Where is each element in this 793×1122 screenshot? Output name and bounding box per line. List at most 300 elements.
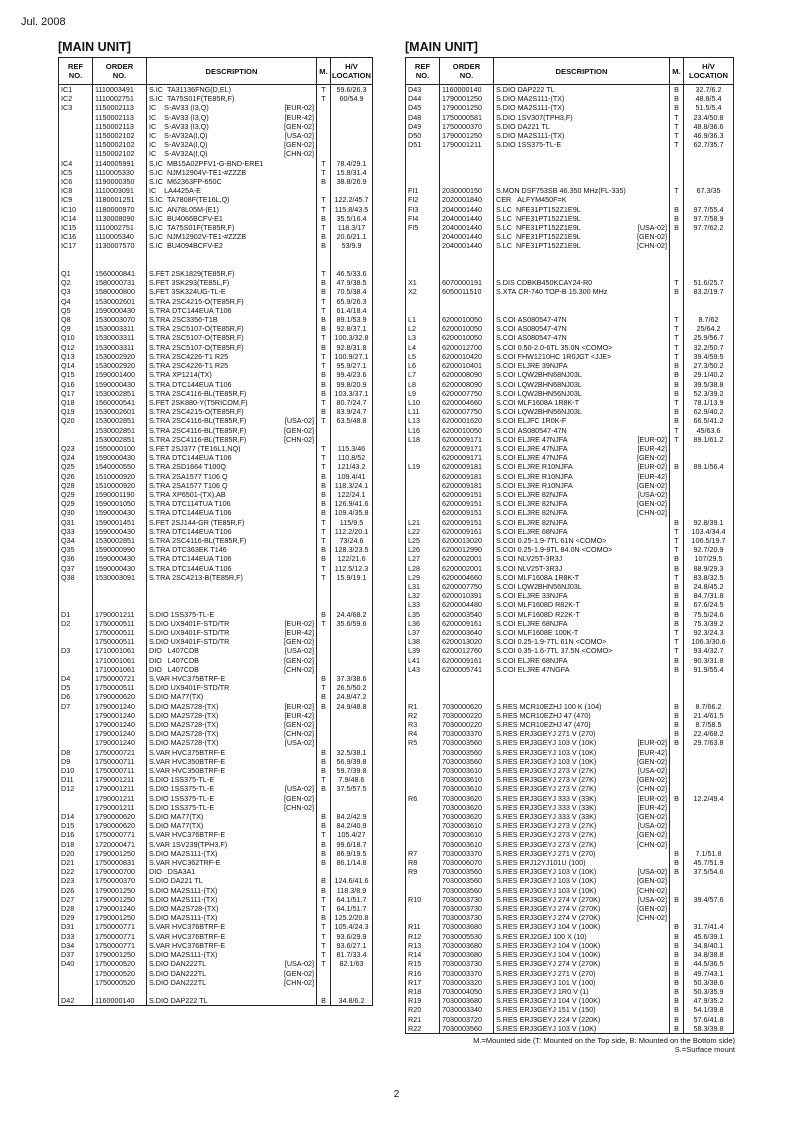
table-row xyxy=(59,619,373,628)
mount-side-cell: B xyxy=(670,987,684,996)
hv-location-cell: 122.2/45.7 xyxy=(331,195,373,204)
description-wrap xyxy=(149,370,314,379)
description-cell xyxy=(494,333,670,342)
ref-no-cell: IC3 xyxy=(59,103,93,112)
hv-location-cell: 100.9/27.1 xyxy=(331,352,373,361)
ref-no-cell xyxy=(406,775,440,784)
description-wrap xyxy=(496,536,667,545)
table-row xyxy=(406,508,734,517)
mount-side-cell xyxy=(670,481,684,490)
order-no-cell: 7030003730 xyxy=(440,959,494,968)
description-wrap xyxy=(496,159,667,168)
part-description: S.DIO DA221 TL xyxy=(496,121,550,131)
description-wrap xyxy=(496,840,667,849)
table-row xyxy=(406,536,734,545)
ref-no-cell xyxy=(59,591,93,600)
hv-location-cell: 7.1/51.8 xyxy=(684,849,734,858)
table-row xyxy=(59,389,373,398)
hv-location-cell: 47.9/38.5 xyxy=(331,278,373,287)
description-cell xyxy=(147,214,317,223)
part-description: S.RES ERJ3GEYJ 1R0 V (1) xyxy=(496,986,589,996)
ref-no-cell: IC4 xyxy=(59,159,93,168)
part-description: S.TRA 2SC4116-BL(TE85R,F) xyxy=(149,416,247,426)
description-wrap xyxy=(496,462,667,471)
part-description: S.IC NJM12904V-TE1-#ZZZB xyxy=(149,167,247,177)
hv-location-cell: 8.7/58.5 xyxy=(684,720,734,729)
description-wrap xyxy=(496,628,667,637)
mount-side-cell: T xyxy=(317,775,331,784)
mount-side-cell xyxy=(670,195,684,204)
part-description: S.RES ERJ3GEYJ 101 V (100) xyxy=(496,977,596,987)
description-cell xyxy=(494,913,670,922)
hv-location-cell: 56.9/39.8 xyxy=(331,757,373,766)
version-tag: [CHN-02] xyxy=(637,885,667,895)
order-no-cell: 7030003610 xyxy=(440,840,494,849)
description-cell xyxy=(494,508,670,517)
mount-side-cell xyxy=(670,674,684,683)
table-row xyxy=(406,1024,734,1034)
mount-side-cell: T xyxy=(670,140,684,149)
hv-location-cell: 100.3/32.8 xyxy=(331,333,373,342)
description-wrap xyxy=(496,370,667,379)
ref-no-cell: FI3 xyxy=(406,205,440,214)
mount-side-cell xyxy=(670,306,684,315)
hv-location-cell: 115.8/43.5 xyxy=(331,205,373,214)
order-no-cell: 1750000520 xyxy=(93,978,147,987)
mount-side-cell xyxy=(670,748,684,757)
mount-side-cell: T xyxy=(317,462,331,471)
table-row xyxy=(406,103,734,112)
version-tag: [EUR-42] xyxy=(284,710,314,720)
mount-side-cell xyxy=(317,867,331,876)
description-cell xyxy=(147,370,317,379)
order-no-cell: 6200009151 xyxy=(440,490,494,499)
description-wrap xyxy=(496,214,667,223)
description-wrap xyxy=(496,987,667,996)
col-header-m: M. xyxy=(670,58,684,85)
order-no-cell: 7030003370 xyxy=(440,729,494,738)
part-description: S.RES MCR10EZHJ 47 (470) xyxy=(496,720,591,730)
table-row xyxy=(59,297,373,306)
ref-no-cell: Q20 xyxy=(59,416,93,425)
mount-side-cell: T xyxy=(670,527,684,536)
part-description: S.DIO MA77(TX) xyxy=(149,812,204,822)
part-description: S.TRA 2SC4213-B(TE85R,F) xyxy=(149,572,243,582)
mount-side-cell: T xyxy=(317,195,331,204)
description-cell xyxy=(147,969,317,978)
description-wrap xyxy=(149,462,314,471)
description-cell xyxy=(147,665,317,674)
order-no-cell: 1530002851 xyxy=(93,536,147,545)
hv-location-cell xyxy=(331,656,373,665)
description-cell xyxy=(494,380,670,389)
hv-location-cell: 103.4/34.4 xyxy=(684,527,734,536)
description-cell xyxy=(494,867,670,876)
mount-side-cell: B xyxy=(317,481,331,490)
mount-side-cell xyxy=(670,913,684,922)
part-description: IC S-AV33 (I3,Q) xyxy=(149,103,209,113)
hv-location-cell xyxy=(684,674,734,683)
table-row xyxy=(406,692,734,701)
ref-no-cell: Q19 xyxy=(59,407,93,416)
hv-location-cell: 109.4/41 xyxy=(331,472,373,481)
description-cell xyxy=(494,177,670,186)
ref-no-cell xyxy=(406,453,440,462)
description-cell xyxy=(147,582,317,591)
description-wrap xyxy=(149,481,314,490)
order-no-cell: 1710001061 xyxy=(93,665,147,674)
mount-side-cell: B xyxy=(317,812,331,821)
part-description xyxy=(496,168,508,177)
description-cell xyxy=(147,168,317,177)
order-no-cell: 6200013020 xyxy=(440,536,494,545)
description-cell xyxy=(494,932,670,941)
description-cell xyxy=(147,260,317,269)
description-wrap xyxy=(496,527,667,536)
hv-location-cell xyxy=(331,665,373,674)
description-wrap xyxy=(149,306,314,315)
part-description: S.COI MLF1608A 1R8K-T xyxy=(496,572,580,582)
mount-side-cell: T xyxy=(317,205,331,214)
ref-no-cell: D4 xyxy=(59,674,93,683)
mount-side-cell: B xyxy=(317,490,331,499)
table-row xyxy=(406,941,734,950)
part-description: S.VAR HVC350BTRF-E xyxy=(149,766,226,776)
description-wrap xyxy=(149,94,314,103)
description-cell xyxy=(147,830,317,839)
description-cell xyxy=(494,941,670,950)
description-wrap xyxy=(496,683,667,692)
description-cell xyxy=(494,223,670,232)
description-cell xyxy=(147,738,317,747)
hv-location-cell: 63.5/48.8 xyxy=(331,416,373,425)
part-description: S.TRA 2SC4215-O(TE85R,F) xyxy=(149,296,244,306)
mount-side-cell xyxy=(317,656,331,665)
description-cell xyxy=(494,426,670,435)
ref-no-cell xyxy=(406,444,440,453)
description-wrap xyxy=(149,932,314,941)
description-cell xyxy=(147,241,317,250)
order-no-cell: 6200009171 xyxy=(440,444,494,453)
hv-location-cell xyxy=(331,969,373,978)
description-wrap xyxy=(496,518,667,527)
description-wrap xyxy=(149,674,314,683)
mount-side-cell xyxy=(670,692,684,701)
order-no-cell xyxy=(93,600,147,609)
mount-side-cell: B xyxy=(317,545,331,554)
table-header-row xyxy=(59,58,373,85)
description-cell xyxy=(147,527,317,536)
table-row xyxy=(59,849,373,858)
description-cell xyxy=(494,1024,670,1034)
description-wrap xyxy=(149,656,314,665)
table-row xyxy=(59,131,373,140)
ref-no-cell: D49 xyxy=(406,122,440,131)
hv-location-cell xyxy=(331,711,373,720)
mount-side-cell: B xyxy=(317,407,331,416)
ref-no-cell: D3 xyxy=(59,646,93,655)
ref-no-cell: D23 xyxy=(59,876,93,885)
order-no-cell: 1790001250 xyxy=(93,950,147,959)
mount-side-cell: B xyxy=(317,370,331,379)
description-cell xyxy=(147,978,317,987)
part-description: S.VAR HVC350BTRF-E xyxy=(149,756,226,766)
description-cell xyxy=(147,159,317,168)
hv-location-cell: 106.3/30.6 xyxy=(684,637,734,646)
description-cell xyxy=(494,168,670,177)
mount-side-cell xyxy=(317,969,331,978)
description-cell xyxy=(147,886,317,895)
table-row xyxy=(406,922,734,931)
part-description: S.DIO 1SS375-TL-E xyxy=(149,802,215,812)
mount-side-cell: B xyxy=(670,858,684,867)
table-row xyxy=(406,518,734,527)
order-no-cell: 7030003680 xyxy=(440,941,494,950)
part-description: S.COI 0.25-1.9-7TL 61N <COMO> xyxy=(496,535,607,545)
ref-no-cell: D45 xyxy=(406,103,440,112)
hv-location-cell: 8.7/66.2 xyxy=(684,702,734,711)
hv-location-cell xyxy=(684,269,734,278)
table-row xyxy=(406,564,734,573)
mount-side-cell: T xyxy=(317,297,331,306)
footnote-mounted-side: M.=Mounted side (T: Mounted on the Top side, B: Mounted on the Bottom side) xyxy=(473,1036,735,1045)
order-no-cell: 1110003091 xyxy=(93,186,147,195)
order-no-cell xyxy=(440,251,494,260)
order-no-cell: 1790001211 xyxy=(440,140,494,149)
description-cell xyxy=(147,149,317,158)
order-no-cell: 1790001250 xyxy=(93,895,147,904)
hv-location-cell: 54.1/39.8 xyxy=(684,1005,734,1014)
description-cell xyxy=(147,876,317,885)
ref-no-cell: D50 xyxy=(406,131,440,140)
hv-location-cell: 45.7/51.9 xyxy=(684,858,734,867)
description-cell xyxy=(147,619,317,628)
description-wrap xyxy=(496,490,667,499)
ref-no-cell: IC16 xyxy=(59,232,93,241)
hv-location-cell: 86.9/19.5 xyxy=(331,849,373,858)
description-cell xyxy=(494,214,670,223)
hv-location-cell: 15.9/19.1 xyxy=(331,573,373,582)
order-no-cell: 1530002851 xyxy=(93,389,147,398)
hv-location-cell xyxy=(331,591,373,600)
description-wrap xyxy=(496,1024,667,1033)
description-wrap xyxy=(149,297,314,306)
mount-side-cell: B xyxy=(670,959,684,968)
description-wrap xyxy=(149,692,314,701)
hv-location-cell xyxy=(331,646,373,655)
hv-location-cell: 24.8/47.2 xyxy=(331,692,373,701)
ref-no-cell: R21 xyxy=(406,1015,440,1024)
ref-no-cell xyxy=(406,784,440,793)
hv-location-cell: 39.4/57.6 xyxy=(684,895,734,904)
page-number: 2 xyxy=(393,1089,400,1100)
hv-location-cell: 35.5/16.4 xyxy=(331,214,373,223)
hv-location-cell: 124.6/41.6 xyxy=(331,876,373,885)
description-cell xyxy=(494,748,670,757)
order-no-cell: 1710001061 xyxy=(93,656,147,665)
version-tag: [CHN-02] xyxy=(637,839,667,849)
table-row xyxy=(59,444,373,453)
order-no-cell: 7030003560 xyxy=(440,748,494,757)
hv-location-cell: 35.6/59.6 xyxy=(331,619,373,628)
order-no-cell xyxy=(440,269,494,278)
description-wrap xyxy=(149,177,314,186)
part-description: S.DIO MA2S728-(TX) xyxy=(149,720,219,730)
table-row xyxy=(59,462,373,471)
description-cell xyxy=(494,444,670,453)
table-row xyxy=(59,784,373,793)
mount-side-cell xyxy=(317,251,331,260)
part-description: S.LC NFE31PT152Z1E9L xyxy=(496,232,581,242)
ref-no-cell: D16 xyxy=(59,830,93,839)
mount-side-cell xyxy=(317,711,331,720)
description-wrap xyxy=(149,168,314,177)
description-cell xyxy=(494,232,670,241)
ref-no-cell: L5 xyxy=(406,352,440,361)
hv-location-cell: 112.5/12.3 xyxy=(331,564,373,573)
mount-side-cell: T xyxy=(317,683,331,692)
hv-location-cell: 97.7/55.4 xyxy=(684,205,734,214)
ref-no-cell xyxy=(406,830,440,839)
hv-location-cell xyxy=(684,260,734,269)
ref-no-cell: L8 xyxy=(406,380,440,389)
order-no-cell: 6200012700 xyxy=(440,343,494,352)
part-description: S.LC NFE31PT152Z1E9L xyxy=(496,204,581,214)
description-wrap xyxy=(496,674,667,683)
description-cell xyxy=(494,683,670,692)
table-row xyxy=(59,969,373,978)
part-description: S.IC TA75S01F(TE85R,F) xyxy=(149,94,235,104)
description-wrap xyxy=(496,738,667,747)
table-row xyxy=(406,775,734,784)
ref-no-cell: L26 xyxy=(406,545,440,554)
hv-location-cell xyxy=(331,600,373,609)
hv-location-cell xyxy=(331,103,373,112)
description-wrap xyxy=(149,149,314,158)
part-description: S.RES ERJ3GEYJ 104 V (100K) xyxy=(496,950,601,960)
part-description: S.DIO MA2S728-(TX) xyxy=(149,710,219,720)
mount-side-cell xyxy=(670,803,684,812)
mount-side-cell xyxy=(317,637,331,646)
description-cell xyxy=(147,674,317,683)
part-description: S.FET 2SK1829(TE85R,F) xyxy=(149,269,235,279)
order-no-cell: 1750000581 xyxy=(440,113,494,122)
part-description: S.VAR 1SV239(TPH3,F) xyxy=(149,839,228,849)
hv-location-cell xyxy=(684,812,734,821)
ref-no-cell xyxy=(59,987,93,996)
order-no-cell: 1510000920 xyxy=(93,472,147,481)
part-description: S.RES ERJ3GEYJ 271 V (270) xyxy=(496,968,596,978)
order-no-cell: 6200009151 xyxy=(440,518,494,527)
part-description: DIO L407CDB xyxy=(149,646,199,656)
part-description: S.TRA DTC144EUA T106 xyxy=(149,563,232,573)
order-no-cell: 1560000541 xyxy=(93,398,147,407)
part-description: S.COI ELJRE 68NJFA xyxy=(496,618,568,628)
description-wrap xyxy=(149,426,314,435)
table-row xyxy=(406,1015,734,1024)
description-wrap xyxy=(149,784,314,793)
ref-no-cell xyxy=(59,149,93,158)
description-cell xyxy=(494,969,670,978)
part-description: S.RES ERJ3GEYJ 224 V (220K) xyxy=(496,1014,601,1024)
description-wrap xyxy=(149,987,314,996)
order-no-cell: 1160000140 xyxy=(440,85,494,95)
description-wrap xyxy=(149,435,314,444)
ref-no-cell xyxy=(406,683,440,692)
hv-location-cell xyxy=(684,159,734,168)
part-description: S.RES ERJ12YJ101U (100) xyxy=(496,858,586,868)
mount-side-cell: B xyxy=(670,1024,684,1034)
ref-no-cell: L28 xyxy=(406,564,440,573)
part-description: S.DIO UX9401F-STD/TR xyxy=(149,618,230,628)
mount-side-cell xyxy=(317,435,331,444)
mount-side-cell: T xyxy=(317,536,331,545)
version-tag: [USA-02] xyxy=(284,646,314,656)
order-no-cell: 1750000771 xyxy=(93,932,147,941)
description-cell xyxy=(147,812,317,821)
description-wrap xyxy=(496,904,667,913)
description-cell xyxy=(494,361,670,370)
description-wrap xyxy=(149,766,314,775)
description-wrap xyxy=(149,352,314,361)
mount-side-cell xyxy=(670,260,684,269)
hv-location-cell: 93.4/32.7 xyxy=(684,646,734,655)
mount-side-cell xyxy=(317,803,331,812)
order-no-cell xyxy=(440,306,494,315)
hv-location-cell: 103.3/37.1 xyxy=(331,389,373,398)
table-row xyxy=(59,113,373,122)
mount-side-cell: T xyxy=(317,904,331,913)
ref-no-cell: D6 xyxy=(59,692,93,701)
hv-location-cell xyxy=(331,738,373,747)
mount-side-cell: B xyxy=(317,692,331,701)
part-description: S.TRA 2SC4226-T1 R25 xyxy=(149,351,229,361)
description-cell xyxy=(494,85,670,95)
version-tag: [GEN-02] xyxy=(637,756,667,766)
table-row xyxy=(406,711,734,720)
order-no-cell: 1530003070 xyxy=(93,315,147,324)
ref-no-cell xyxy=(406,499,440,508)
order-no-cell: 1790001250 xyxy=(93,886,147,895)
part-description: S.TRA DTC144EUA T106 xyxy=(149,526,232,536)
ref-no-cell: L43 xyxy=(406,665,440,674)
description-cell xyxy=(147,729,317,738)
part-description: S.DIO 1SS375-TL-E xyxy=(149,793,215,803)
ref-no-cell: Q37 xyxy=(59,564,93,573)
hv-location-cell xyxy=(684,886,734,895)
description-wrap xyxy=(149,407,314,416)
ref-no-cell: R2 xyxy=(406,711,440,720)
description-wrap xyxy=(496,306,667,315)
table-row xyxy=(59,269,373,278)
description-cell xyxy=(494,784,670,793)
ref-no-cell xyxy=(406,748,440,757)
ref-no-cell: L2 xyxy=(406,324,440,333)
description-cell xyxy=(147,324,317,333)
hv-location-cell: 118.3/24.1 xyxy=(331,481,373,490)
order-no-cell: 1530003311 xyxy=(93,324,147,333)
order-no-cell: 7030003560 xyxy=(440,867,494,876)
mount-side-cell xyxy=(670,840,684,849)
description-wrap xyxy=(496,941,667,950)
hv-location-cell: 105.4/27 xyxy=(331,830,373,839)
mount-side-cell: B xyxy=(317,766,331,775)
hv-location-cell: 58.3/39.8 xyxy=(684,1024,734,1034)
order-no-cell: 6200004480 xyxy=(440,600,494,609)
hv-location-cell: 31.7/41.4 xyxy=(684,922,734,931)
order-no-cell: 1790001211 xyxy=(93,784,147,793)
table-row xyxy=(59,177,373,186)
